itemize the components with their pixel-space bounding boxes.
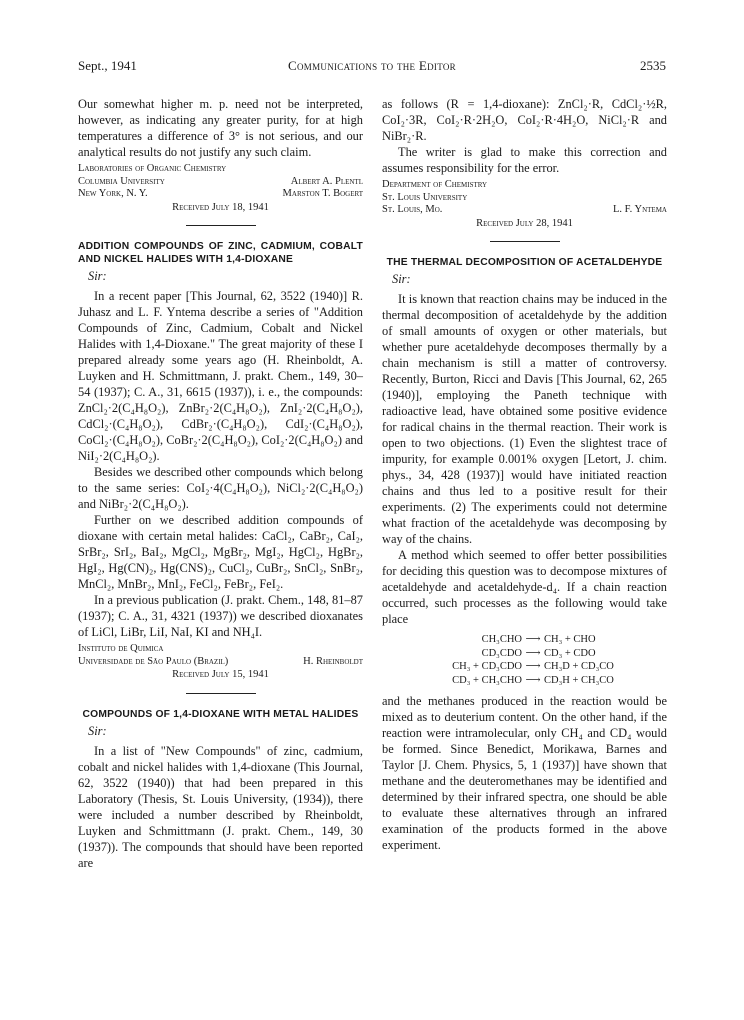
left-column	[78, 96, 363, 871]
equation	[382, 633, 667, 647]
section-divider	[490, 241, 560, 242]
author-name: H. Rheinboldt	[303, 655, 363, 667]
salutation: Sir:	[88, 269, 107, 283]
body-paragraph: Further on we described addition compounds of dioxane with certain metal halides: CaCl₂, CaBr₂, CaI₂, SrBr₂, SrI₂, BaI₂, MgCl₂, MgBr₂, MgI₂, HgCl₂, HgBr₂, HgI₂, Hg(CN)₂, Hg(CNS)₂, CuCl₂, CuBr₂, SnCl₂, SnBr₂, MnCl₂, MnBr₂, MnI₂, FeCl₂, FeBr₂, FeI₂.	[78, 513, 363, 591]
affiliation-university: Universidade de São Paulo (Brazil)	[78, 655, 229, 667]
equation-lhs: CD₃ + CH₃CHO	[452, 674, 522, 686]
article-title: COMPOUNDS OF 1,4-DIOXANE WITH METAL HALIDES	[82, 708, 359, 720]
body-paragraph: and the methanes produced in the reaction would be mixed as to deuterium content. On the other hand, if the reaction were intramolecular, only CH₄ and CD₄ would be formed. Since Benedict, Morikawa, Barnes and Taylor [J. Chem. Physics, 5, 1 (1937)] have shown that methane and the deuteromethanes may be identified and determined by their infrared spectra, one should be able to evaluate these alternatives through an infrared examination of the products formed in the above experiment.	[382, 694, 667, 852]
body-paragraph: Besides we described other compounds which belong to the same series: CoI₂·4(C₄H₈O₂), NiCl₂·2(C₄H₈O₂) and NiBr₂·2(C₄H₈O₂).	[78, 465, 363, 511]
affiliation-institute: Instituto de Quimica	[78, 643, 164, 654]
affiliation-department: Department of Chemistry	[382, 179, 488, 190]
equation-rhs: CD₃H + CH₃CO	[544, 674, 614, 686]
arrow-icon: ⟶	[525, 634, 541, 645]
right-column	[382, 96, 667, 853]
affiliation-university: Columbia University	[78, 175, 165, 187]
affiliation-block	[78, 163, 363, 214]
equation-rhs: CH₃D + CD₃CO	[544, 661, 614, 672]
equation	[382, 674, 667, 688]
arrow-icon: ⟶	[525, 674, 541, 686]
equation-rhs: CD₃ + CDO	[544, 647, 596, 659]
header-date: Sept., 1941	[78, 58, 137, 73]
equation	[382, 660, 667, 674]
arrow-icon: ⟶	[525, 647, 541, 659]
equation-lhs: CD₃CDO	[481, 647, 522, 659]
affiliation-block	[78, 643, 363, 682]
equation-rhs: CH₃ + CHO	[544, 634, 596, 645]
affiliation-city: New York, N. Y.	[78, 188, 148, 199]
received-date: Received July 28, 1941	[476, 217, 573, 229]
body-paragraph: In a list of "New Compounds" of zinc, cadmium, cobalt and nickel halides with 1,4-dioxane (This Journal, 62, 3522 (1940)) that had been prepared in this Laboratory (Thesis, St. Louis University, (1934)), there were included a number described by Rheinboldt, Luyken and Schmittmann (J. prakt. Chem., 149, 30 (1937)). The compounds that should have been reported are	[78, 743, 363, 870]
affiliation-lab: Laboratories of Organic Chemistry	[78, 163, 227, 174]
affiliation-city: St. Louis, Mo.	[382, 204, 443, 215]
page-number: 2535	[640, 58, 666, 73]
arrow-icon: ⟶	[525, 661, 541, 672]
body-paragraph: In a previous publication (J. prakt. Chem., 148, 81–87 (1937); C. A., 31, 4321 (1937)) we described dioxanates of LiCl, LiBr, LiI, NaI, KI and NH₄I.	[78, 593, 363, 639]
salutation: Sir:	[392, 272, 411, 286]
section-divider	[186, 693, 256, 694]
received-date: Received July 15, 1941	[172, 669, 269, 680]
article-title: ADDITION COMPOUNDS OF ZINC, CADMIUM, COBALT AND NICKEL HALIDES WITH 1,4-DIOXANE	[78, 241, 363, 265]
author-name: Marston T. Bogert	[282, 188, 363, 199]
author-name: L. F. Yntema	[613, 204, 667, 215]
header-section: Communications to the Editor	[288, 58, 456, 73]
body-paragraph: A method which seemed to offer better possibilities for deciding this question was to decompose mixtures of acetaldehyde and acetaldehyde-d₄. If a chain reaction occurred, such processes as the following would take place	[382, 548, 667, 626]
received-date: Received July 18, 1941	[172, 201, 269, 213]
body-paragraph: In a recent paper [This Journal, 62, 3522 (1940)] R. Juhasz and L. F. Yntema describe a series of "Addition Compounds of Zinc, Cadmium, Cobalt and Nickel Halides with 1,4-Dioxane." The great majority of these I prepared already some years ago (H. Rheinboldt, A. Luyken and H. Schmittmann, J. prakt. Chem., 149, 30–54 (1937); C. A., 31, 6615 (1937)), i. e., the compounds: ZnCl₂·2(C₄H₈O₂), ZnBr₂·2(C₄H₈O₂), ZnI₂·2(C₄H₈O₂), CdCl₂·(C₄H₈O₂), CdBr₂·(C₄H₈O₂), CdI₂·(C₄H₈O₂), CoCl₂·(C₄H₈O₂), CoBr₂·2(C₄H₈O₂), CoI₂·2(C₄H₈O₂) and NiI₂·2(C₄H₈O₂).	[78, 289, 363, 463]
affiliation-university: St. Louis University	[382, 191, 468, 203]
article-title: THE THERMAL DECOMPOSITION OF ACETALDEHYDE	[386, 257, 663, 268]
continued-paragraph: as follows (R = 1,4-dioxane): ZnCl₂·R, CdCl₂·½R, CoI₂·3R, CoI₂·R·2H₂O, CoI₂·R·4H₂O, NiCl₂·R and NiBr₂·R.	[382, 97, 667, 143]
author-name: Albert A. Plentl	[290, 175, 363, 187]
equation	[382, 647, 667, 661]
equation-lhs: CH₃ + CD₃CDO	[452, 661, 522, 672]
section-divider	[186, 225, 256, 226]
continued-paragraph: Our somewhat higher m. p. need not be interpreted, however, as indicating any greater purity, for at high temperatures a difference of 3° is not serious, and our analytical results do not justify any such claim.	[78, 97, 363, 159]
equation-lhs: CH₃CHO	[481, 634, 522, 645]
body-paragraph: It is known that reaction chains may be induced in the thermal decomposition of acetaldehyde by the addition of small amounts of oxygen or other materials, but whether pure acetaldehyde decomposes thermally by a chain mechanism is still a matter of controversy. Recently, Burton, Ricci and Davis [This Journal, 62, 265 (1940)], employing the Paneth technique with radioactive lead, have obtained some positive evidence for radical chains in the thermal reaction. Their work is open to two objections. (1) Even the slightest trace of impurity, for example 0.001% oxygen [Letort, J. chim. phys., 34, 428 (1937)] would have initiated reaction chains and thus led to a positive result for their experiments. (2) The experiments could not determine what fraction of the acetaldehyde was decomposing by way of the chains.	[382, 292, 667, 546]
salutation: Sir:	[88, 723, 107, 738]
body-paragraph: The writer is glad to make this correction and assumes responsibility for the error.	[382, 145, 667, 175]
affiliation-block	[382, 179, 667, 230]
reaction-equations	[382, 633, 667, 687]
running-header	[78, 58, 666, 76]
